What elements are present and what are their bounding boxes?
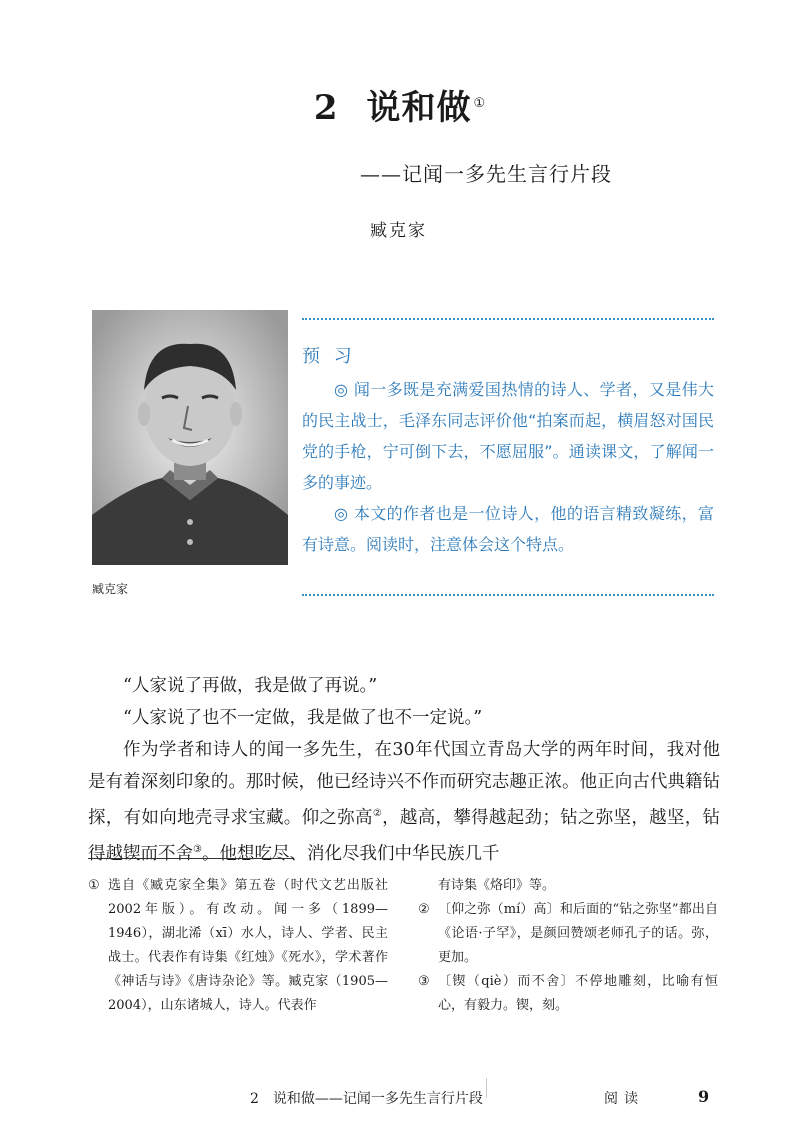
footnote-1 — [88, 874, 388, 1018]
lesson-number: 2 — [313, 88, 339, 128]
lesson-subtitle: ——记闻一多先生言行片段 — [360, 162, 612, 186]
preview-paragraph-1: ◎ 闻一多既是充满爱国热情的诗人、学者，又是伟大的民主战士，毛泽东同志评价他“拍案而起，横眉怒对国民党的手枪，宁可倒下去，不愿屈服”。通读课文，了解闻一多的事迹。 — [302, 380, 714, 492]
lesson-title-text: 说和做 — [366, 88, 472, 128]
footnote-3-mark: ③ — [418, 974, 430, 989]
footnote-2 — [418, 898, 718, 970]
footnote-2-text: 〔仰之弥（mí）高〕和后面的“钻之弥坚”都出自《论语·子罕》，是颜回赞颂老师孔子的话。弥，更加。 — [438, 902, 718, 965]
body-paragraph-1: “人家说了再做，我是做了再说。” — [123, 676, 378, 696]
footnote-2-mark: ② — [418, 902, 430, 917]
body-paragraph-3-part-a: 作为学者和诗人的闻一多先生，在30年代国立青岛大学的两年时间，我对他是有着深刻印象的。那时候，他已经诗兴不作而研究志趣正浓。他正向古代典籍钻探，有如向地壳寻求宝藏。仰之弥高 — [88, 740, 720, 828]
footnote-ref-3[interactable]: ③ — [193, 843, 202, 855]
footnote-rule — [88, 858, 293, 859]
preview-heading: 预 习 — [302, 346, 356, 367]
footnote-1-mark: ① — [88, 878, 100, 893]
author-portrait — [92, 310, 288, 565]
footnotes-left-column — [88, 874, 388, 1018]
preview-bottom-divider — [302, 594, 714, 596]
footnote-1-text: 选自《臧克家全集》第五卷（时代文艺出版社2002年版）。有改动。闻一多（1899—1946），湖北浠（xī）水人，诗人、学者、民主战士。代表作有诗集《红烛》《死水》，学术著作《神话与诗》《唐诗杂论》等。臧克家（1905—2004），山东诸城人，诗人。代表作 — [108, 878, 388, 1013]
running-head: 2 说和做——记闻一多先生言行片段 — [250, 1091, 483, 1107]
section-label: 阅读 — [604, 1091, 644, 1107]
body-paragraph-2: “人家说了也不一定做，我是做了也不一定说。” — [123, 708, 483, 728]
footnote-ref-2[interactable]: ② — [372, 808, 383, 819]
article-body — [88, 670, 720, 870]
page-number: 9 — [698, 1087, 710, 1106]
body-paragraph-3 — [88, 734, 720, 870]
preview-box — [302, 342, 714, 560]
lesson-author: 臧克家 — [370, 221, 427, 241]
preview-top-divider — [302, 318, 714, 320]
lesson-title — [0, 80, 800, 129]
portrait-caption: 臧克家 — [92, 582, 129, 596]
body-paragraph-3-part-b: ，越高，攀得越起劲；钻之弥坚，越坚，钻得越锲而不舍 — [88, 807, 721, 864]
title-footnote-mark[interactable]: ① — [473, 95, 487, 111]
footnote-3 — [418, 970, 718, 1018]
footnote-1-continued: 有诗集《烙印》等。 — [438, 878, 556, 893]
preview-paragraph-2: ◎ 本文的作者也是一位诗人，他的语言精致凝练，富有诗意。阅读时，注意体会这个特点。 — [302, 504, 714, 554]
footnotes-right-column — [418, 874, 718, 1018]
footer-tick — [486, 1078, 487, 1098]
footnote-3-text: 〔锲（qiè）而不舍〕不停地雕刻，比喻有恒心，有毅力。锲，刻。 — [438, 974, 718, 1013]
body-paragraph-3-part-c: 。他想吃尽、消化尽我们中华民族几千 — [201, 843, 500, 864]
